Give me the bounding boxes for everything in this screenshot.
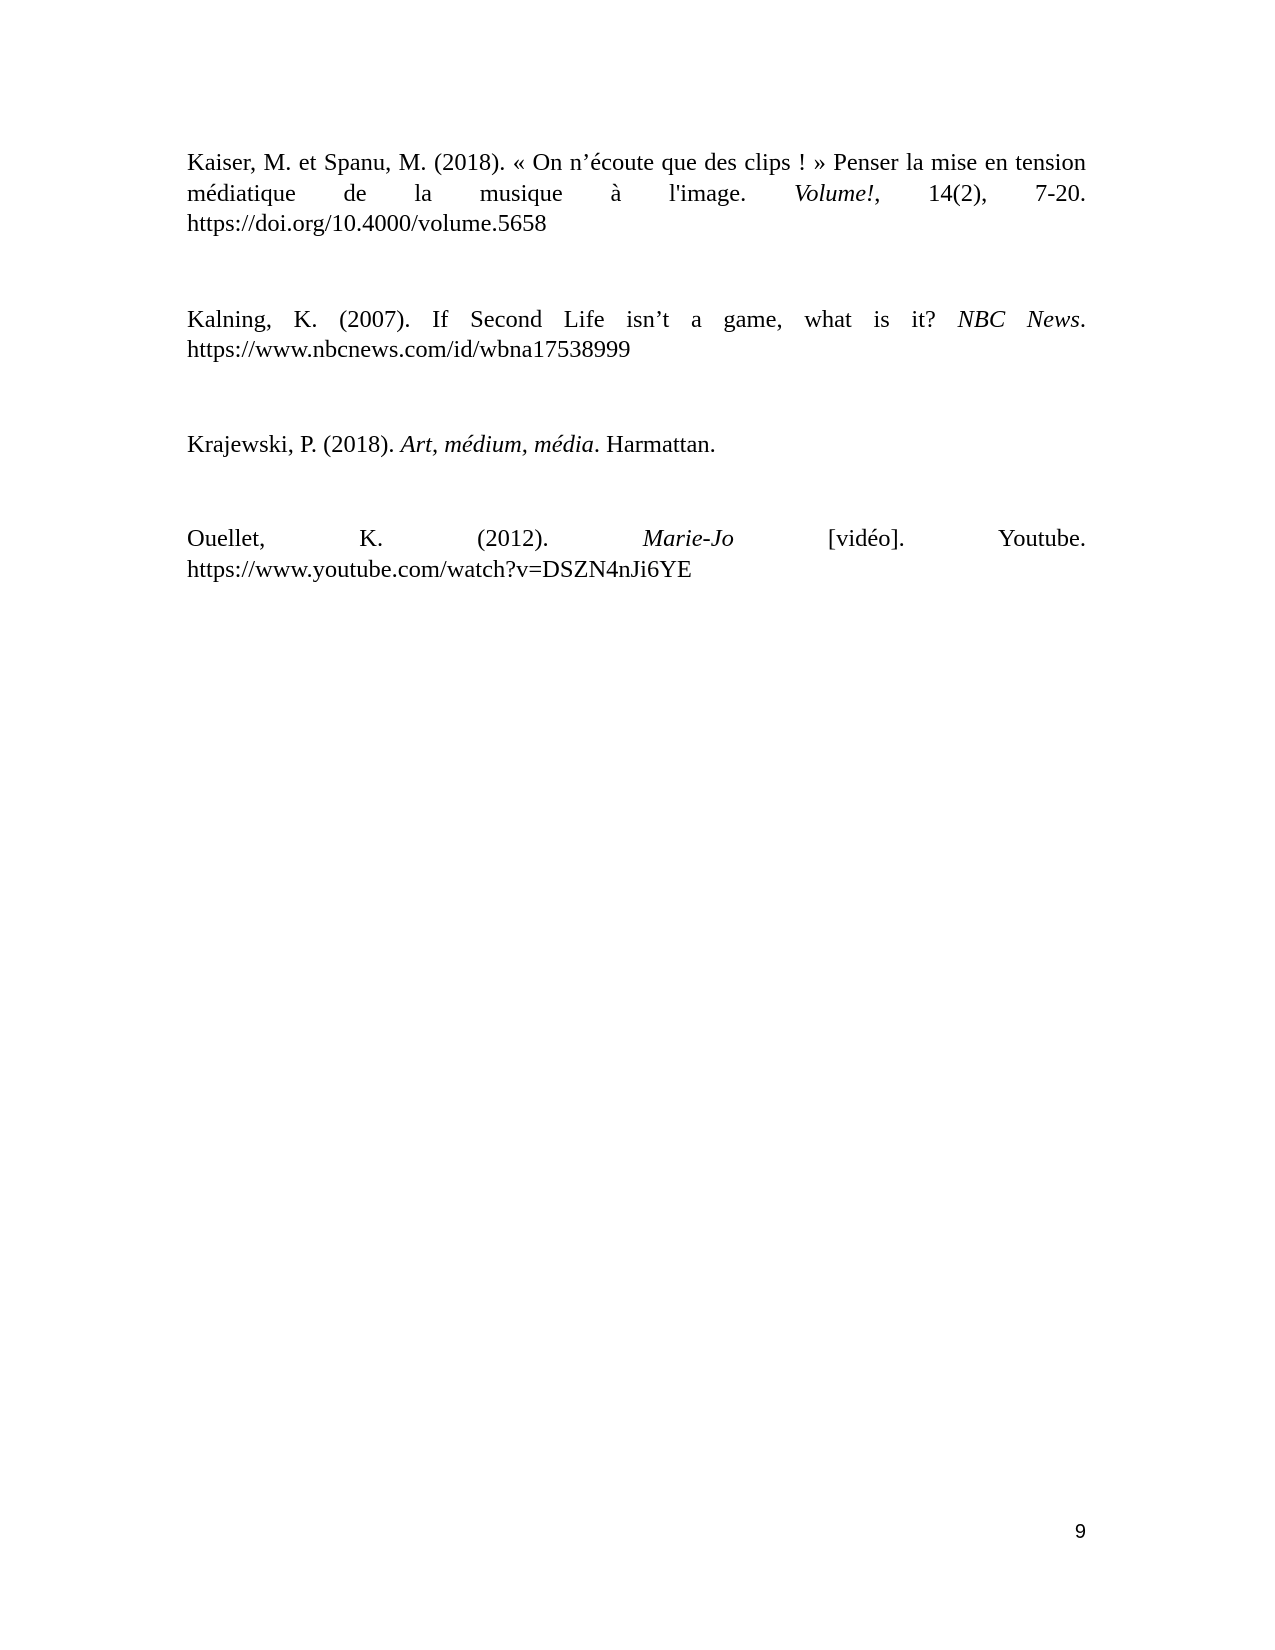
source-title: NBC News	[957, 305, 1080, 333]
url-link[interactable]: https://www.nbcnews.com/id/wbna17538999	[187, 336, 631, 363]
reference-entry-kalning	[187, 305, 1086, 366]
reference-text: . Harmattan.	[593, 430, 716, 458]
book-title: Art, médium, média	[400, 430, 594, 458]
reference-line	[187, 524, 1086, 555]
reference-text: .	[1079, 305, 1087, 333]
page-number: 9	[1074, 1521, 1086, 1543]
journal-title: Volume!	[793, 179, 875, 207]
reference-text: Krajewski, P. (2018).	[187, 430, 395, 458]
reference-text: Ouellet, K. (2012).	[187, 525, 549, 552]
reference-text: [vidéo]. Youtube.	[827, 525, 1086, 552]
reference-line	[187, 179, 1086, 210]
reference-line	[187, 305, 1087, 336]
reference-line	[187, 430, 1086, 461]
url-link[interactable]: https://www.youtube.com/watch?v=DSZN4nJi6YE	[187, 555, 692, 583]
reference-entry-ouellet	[187, 524, 1086, 585]
video-title: Marie-Jo	[642, 525, 734, 552]
reference-text: , 14(2), 7-20.	[874, 179, 1086, 207]
reference-line: Kaiser, M. et Spanu, M. (2018). « On n’écoute que des clips ! » Penser la mise en tension	[187, 149, 1086, 176]
doi-link[interactable]: https://doi.org/10.4000/volume.5658	[187, 210, 547, 237]
reference-list	[187, 148, 1086, 585]
reference-entry-krajewski	[187, 430, 1086, 461]
reference-text: médiatique de la musique à l'image.	[187, 179, 747, 207]
reference-entry-kaiser	[187, 148, 1086, 240]
reference-text: Kalning, K. (2007). If Second Life isn’t a game, what is it?	[187, 305, 936, 333]
